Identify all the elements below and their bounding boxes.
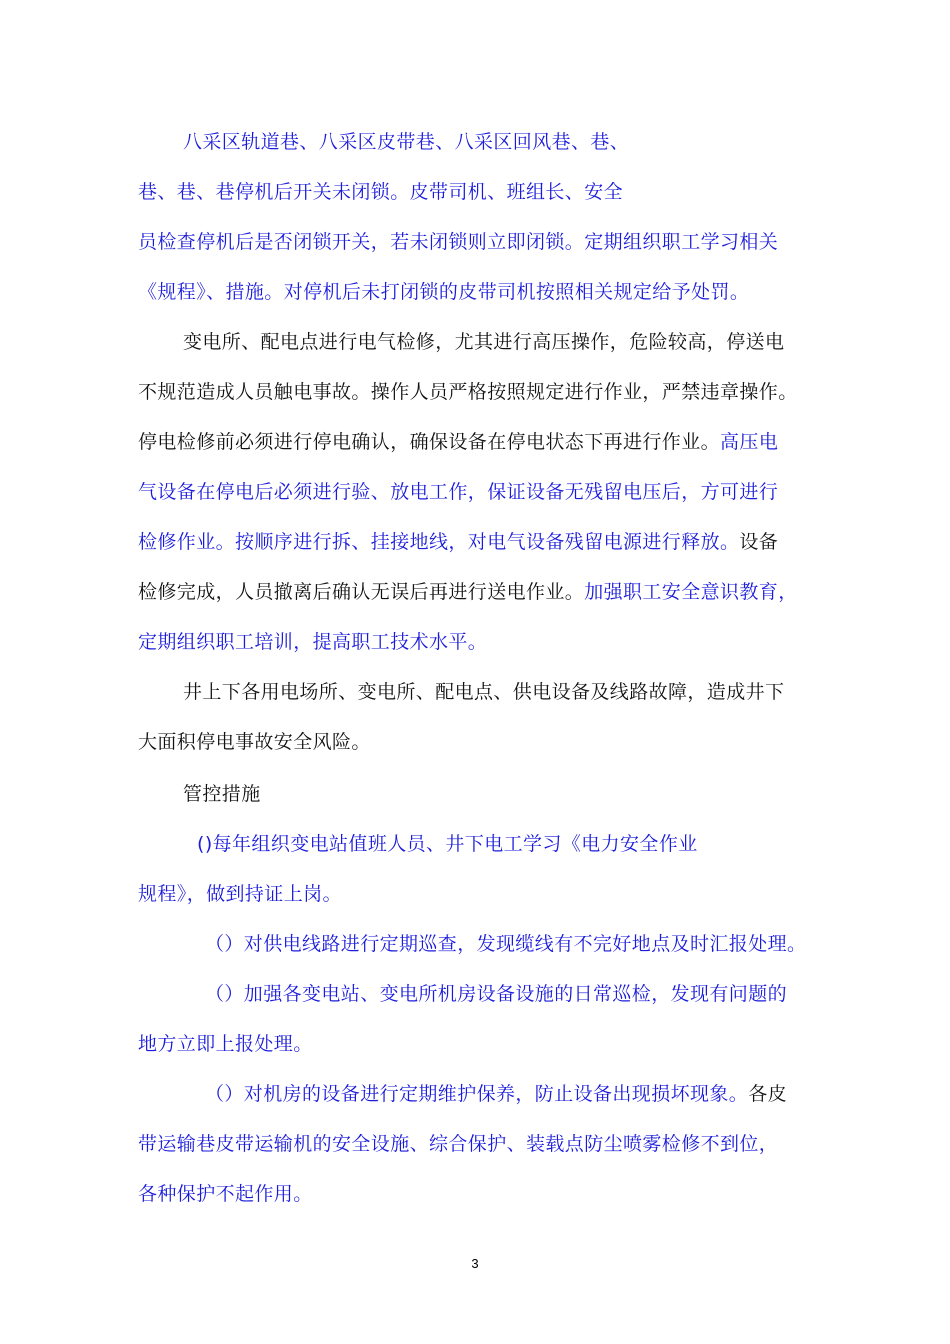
text-segment: 规程》，做到持证上岗。 [138, 883, 342, 905]
text-line [138, 630, 487, 654]
text-segment: ()每年组织变电站值班人员、井下电工学习《电力安全作业 [197, 833, 698, 855]
text-line [197, 832, 698, 856]
text-line [138, 230, 778, 254]
text-line [138, 180, 623, 204]
text-segment: 地方立即上报处理。 [138, 1033, 313, 1055]
text-segment: 管控措施 [183, 783, 261, 805]
text-segment: 《规程》、措施。对停机后未打闭锁的皮带司机按照相关规定给予处罚。 [138, 281, 750, 303]
text-line [205, 932, 806, 956]
text-segment: （）对供电线路进行定期巡查，发现缆线有不完好地点及时汇报处理。 [205, 933, 807, 955]
text-segment: 停电检修前必须进行停电确认，确保设备在停电状态下再进行作业。 [138, 431, 721, 453]
text-segment: 各皮 [748, 1083, 788, 1105]
text-line [138, 1032, 313, 1056]
text-segment: 设备 [739, 531, 779, 553]
text-line [183, 680, 784, 704]
text-segment: 加强职工安全意识教育， [584, 581, 798, 603]
text-line [138, 280, 749, 304]
text-segment: 各种保护不起作用。 [138, 1183, 313, 1205]
text-line [138, 480, 778, 504]
text-line [138, 1182, 313, 1206]
text-line [183, 130, 629, 154]
text-segment: 带运输巷皮带运输机的安全设施、综合保护、装载点防尘喷雾检修不到位， [138, 1133, 779, 1155]
text-line [138, 580, 798, 604]
text-line [138, 1132, 778, 1156]
text-segment: 八采区轨道巷、八采区皮带巷、八采区回风巷、巷、 [183, 131, 630, 153]
text-line [205, 982, 787, 1006]
text-line [138, 882, 342, 906]
text-segment: 井上下各用电场所、变电所、配电点、供电设备及线路故障，造成井下 [183, 681, 785, 703]
text-segment: 检修作业。按顺序进行拆、挂接地线，对电气设备残留电源进行释放。 [138, 531, 740, 553]
text-segment: 高压电 [720, 431, 779, 453]
text-line [138, 430, 778, 454]
text-line [138, 380, 798, 404]
text-segment: 气设备在停电后必须进行验、放电工作，保证设备无残留电压后，方可进行 [138, 481, 779, 503]
text-segment: 巷、巷、巷停机后开关未闭锁。皮带司机、班组长、安全 [138, 181, 624, 203]
page-number: 3 [471, 1256, 479, 1271]
text-segment: 检修完成，人员撤离后确认无误后再进行送电作业。 [138, 581, 585, 603]
text-line [183, 782, 261, 806]
text-segment: 定期组织职工培训，提高职工技术水平。 [138, 631, 488, 653]
text-line [205, 1082, 787, 1106]
text-segment: 不规范造成人员触电事故。操作人员严格按照规定进行作业，严禁违章操作。 [138, 381, 798, 403]
text-segment: （）加强各变电站、变电所机房设备设施的日常巡检，发现有问题的 [205, 983, 788, 1005]
text-segment: 员检查停机后是否闭锁开关，若未闭锁则立即闭锁。定期组织职工学习相关 [138, 231, 779, 253]
text-segment: 变电所、配电点进行电气检修，尤其进行高压操作，危险较高，停送电 [183, 331, 785, 353]
text-line [183, 330, 784, 354]
text-line [138, 530, 778, 554]
text-segment: （）对机房的设备进行定期维护保养，防止设备出现损坏现象。 [205, 1083, 749, 1105]
text-line [138, 730, 371, 754]
text-segment: 大面积停电事故安全风险。 [138, 731, 371, 753]
